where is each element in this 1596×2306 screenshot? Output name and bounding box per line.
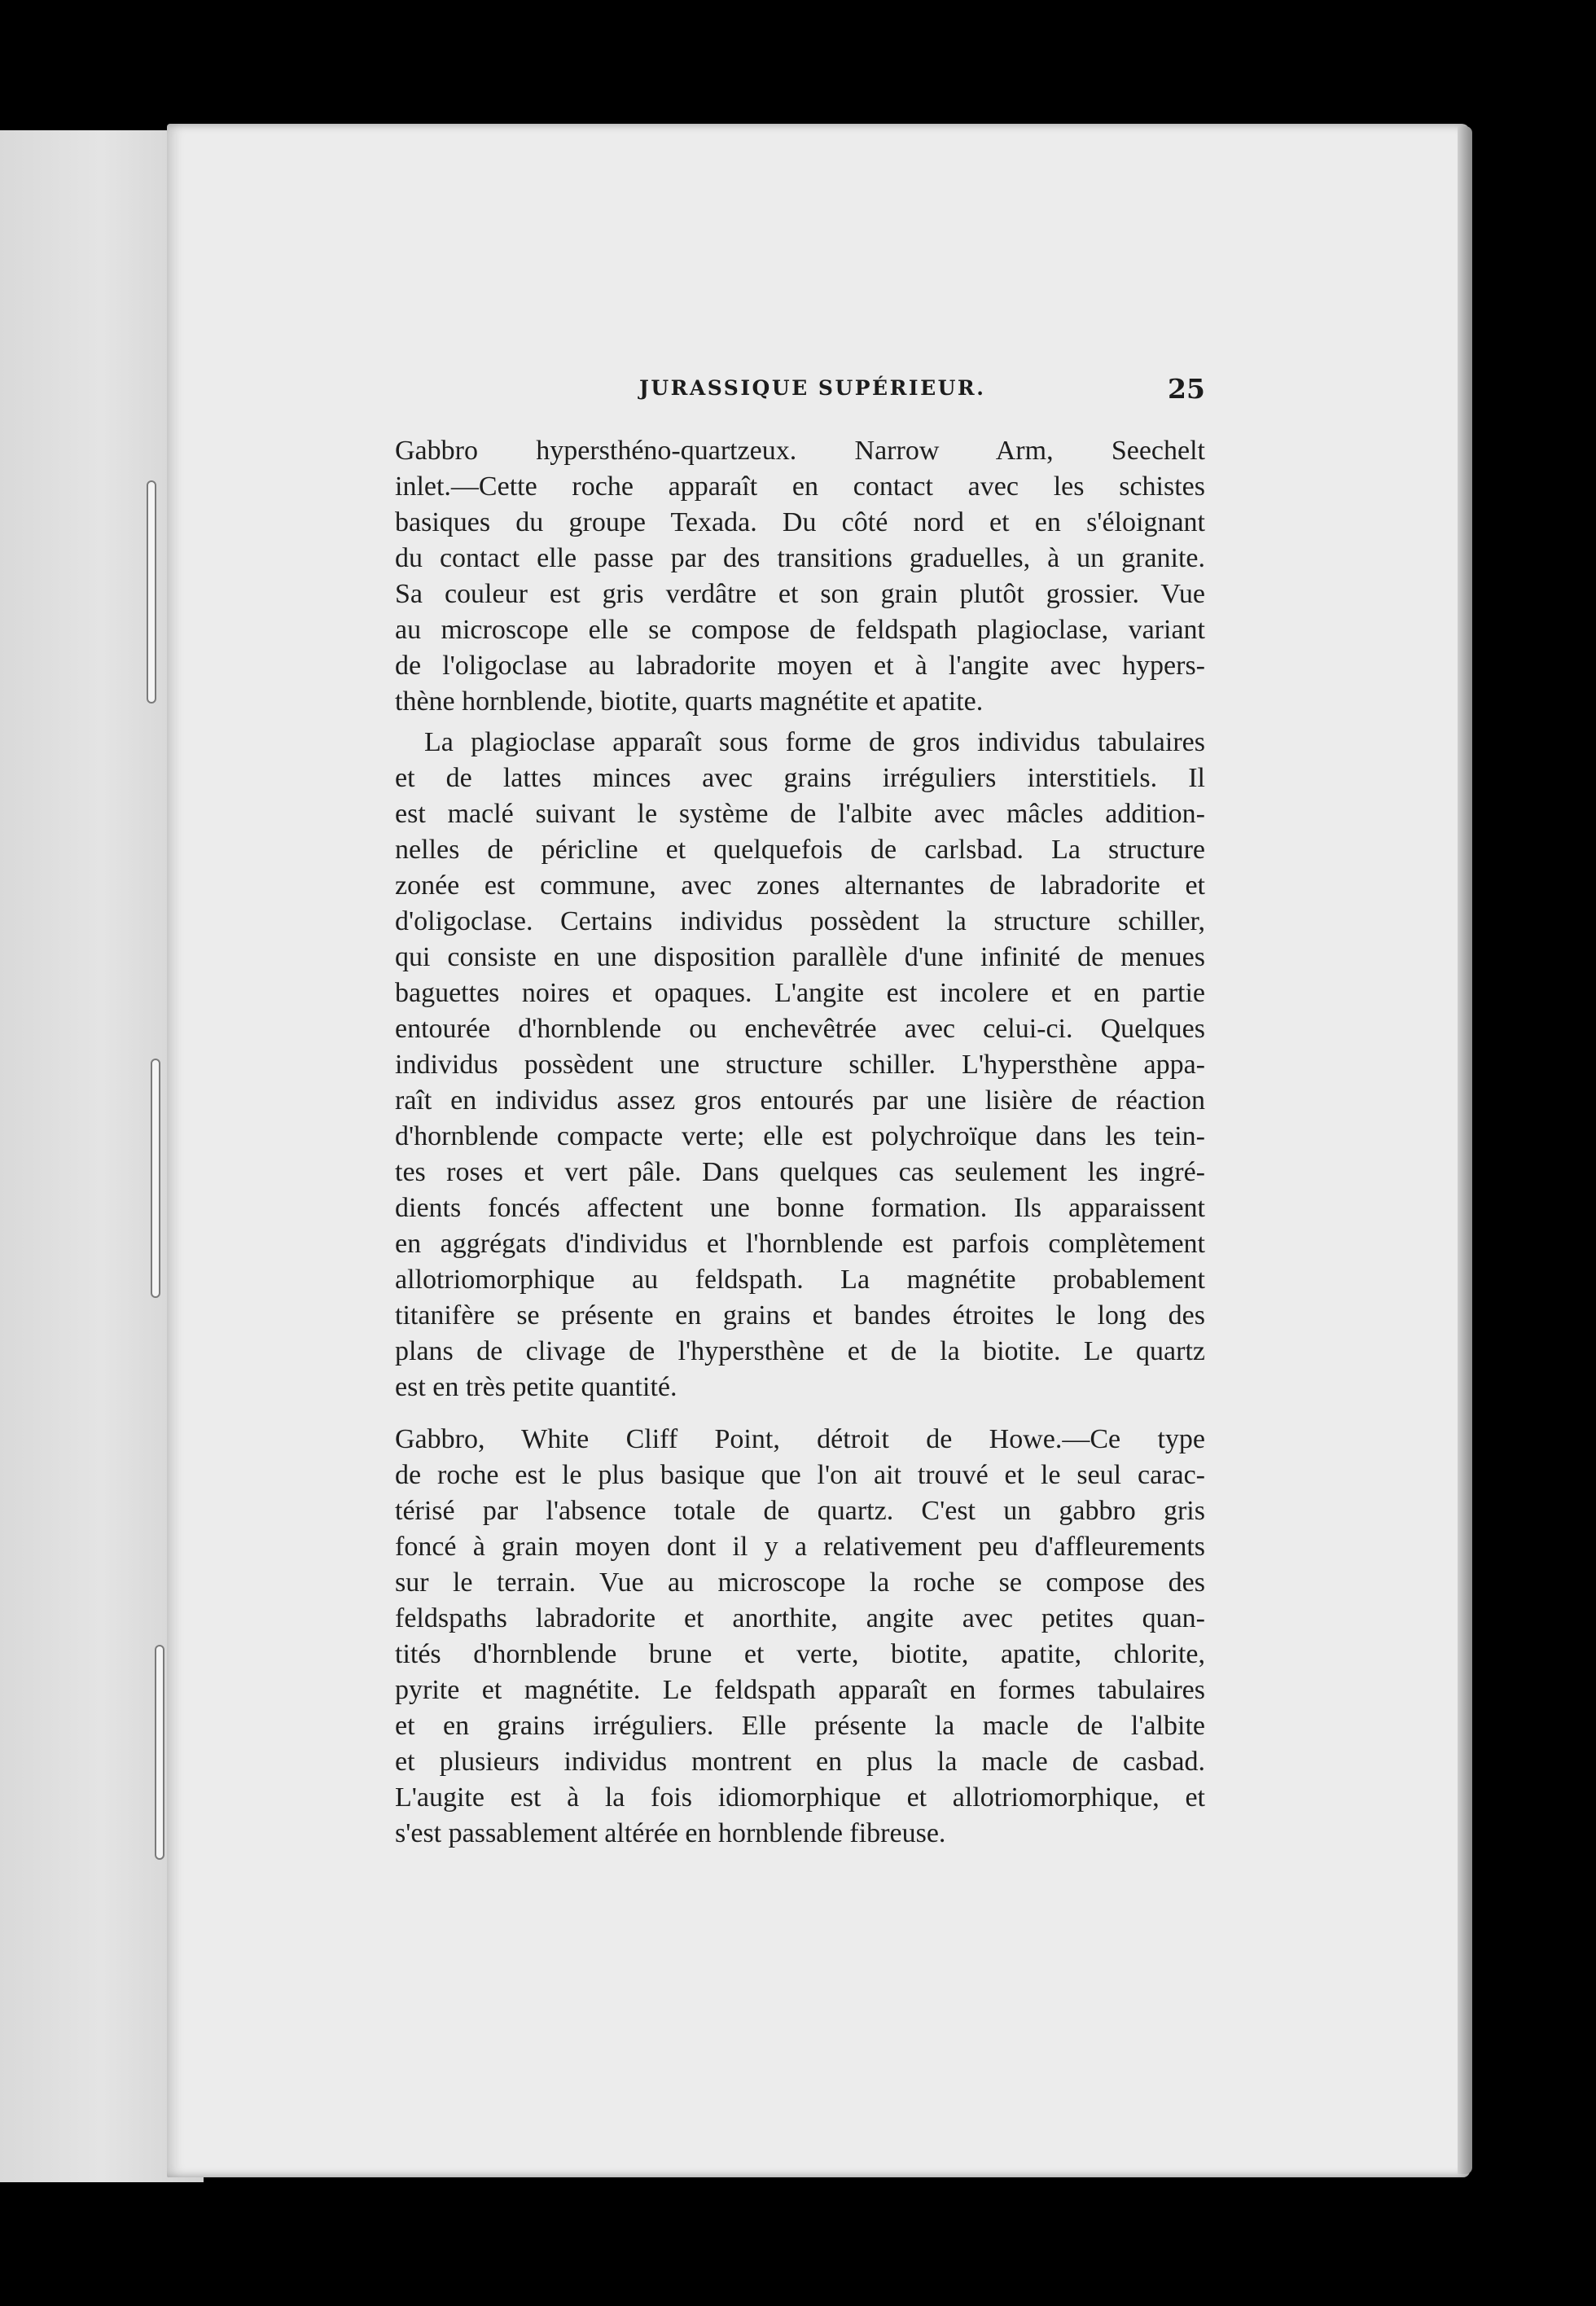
text-line: est en très petite quantité.	[395, 1372, 677, 1402]
text-line: foncé à grain moyen dont il y a relativement peu d'affleurements	[395, 1532, 1205, 1562]
text-line: au microscope elle se compose de feldspath plagioclase, variant	[395, 615, 1205, 645]
text-line: et en grains irréguliers. Elle présente la macle de l'albite	[395, 1711, 1205, 1741]
text-line: dients foncés affectent une bonne formation. Ils apparaissent	[395, 1193, 1205, 1223]
text-line: nelles de péricline et quelquefois de carlsbad. La structure	[395, 835, 1205, 865]
text-line: Gabbro hypersthéno-quartzeux. Narrow Arm, Seechelt	[395, 436, 1205, 466]
text-line: plans de clivage de l'hypersthène et de la biotite. Le quartz	[395, 1336, 1205, 1366]
page-number: 25	[1168, 373, 1205, 405]
text-line: sur le terrain. Vue au microscope la roche se compose des	[395, 1567, 1205, 1598]
binding-thread	[151, 1059, 160, 1298]
running-head: JURASSIQUE SUPÉRIEUR.	[639, 376, 986, 400]
text-line: feldspaths labradorite et anorthite, angite avec petites quan-	[395, 1603, 1205, 1633]
text-line: de roche est le plus basique que l'on ait trouvé et le seul carac-	[395, 1460, 1205, 1490]
text-line: tités d'hornblende brune et verte, biotite, apatite, chlorite,	[395, 1639, 1205, 1669]
text-line: titanifère se présente en grains et bandes étroites le long des	[395, 1300, 1205, 1331]
text-line: allotriomorphique au feldspath. La magnétite probablement	[395, 1265, 1205, 1295]
text-line: pyrite et magnétite. Le feldspath apparaît en formes tabulaires	[395, 1675, 1205, 1705]
paragraph	[395, 725, 1205, 1405]
text-line: zonée est commune, avec zones alternantes de labradorite et	[395, 870, 1205, 901]
text-line: s'est passablement altérée en hornblende fibreuse.	[395, 1818, 946, 1848]
body-text	[395, 433, 1205, 1852]
text-line: Sa couleur est gris verdâtre et son grain plutôt grossier. Vue	[395, 579, 1205, 609]
text-line: est maclé suivant le système de l'albite avec mâcles addition-	[395, 799, 1205, 829]
text-line: et de lattes minces avec grains irréguliers interstitiels. Il	[395, 763, 1205, 793]
text-line: et plusieurs individus montrent en plus la macle de casbad.	[395, 1747, 1205, 1777]
text-line: d'oligoclase. Certains individus possèdent la structure schiller,	[395, 906, 1205, 936]
text-line: individus possèdent une structure schiller. L'hypersthène appa-	[395, 1050, 1205, 1080]
text-line: qui consiste en une disposition parallèle d'une infinité de menues	[395, 942, 1205, 972]
text-line: Gabbro, White Cliff Point, détroit de Howe.—Ce type	[395, 1424, 1205, 1454]
paragraph	[395, 1422, 1205, 1852]
text-line: tes roses et vert pâle. Dans quelques cas seulement les ingré-	[395, 1157, 1205, 1187]
text-line: La plagioclase apparaît sous forme de gros individus tabulaires	[424, 727, 1205, 757]
text-line: raît en individus assez gros entourés par une lisière de réaction	[395, 1085, 1205, 1116]
text-line: basiques du groupe Texada. Du côté nord et en s'éloignant	[395, 507, 1205, 537]
text-line: en aggrégats d'individus et l'hornblende est parfois complètement	[395, 1229, 1205, 1259]
text-line: du contact elle passe par des transitions graduelles, à un granite.	[395, 543, 1205, 573]
text-line: inlet.—Cette roche apparaît en contact avec les schistes	[395, 471, 1205, 502]
paragraph	[395, 433, 1205, 720]
text-line: d'hornblende compacte verte; elle est polychroïque dans les tein-	[395, 1121, 1205, 1151]
text-line: L'augite est à la fois idiomorphique et allotriomorphique, et	[395, 1782, 1205, 1813]
text-line: térisé par l'absence totale de quartz. C'est un gabbro gris	[395, 1496, 1205, 1526]
binding-thread	[147, 480, 156, 704]
text-line: baguettes noires et opaques. L'angite est incolere et en partie	[395, 978, 1205, 1008]
binding-thread	[155, 1645, 164, 1860]
page-edge	[1458, 126, 1472, 2174]
text-line: thène hornblende, biotite, quarts magnétite et apatite.	[395, 686, 984, 717]
text-line: entourée d'hornblende ou enchevêtrée avec celui-ci. Quelques	[395, 1014, 1205, 1044]
text-line: de l'oligoclase au labradorite moyen et à l'angite avec hypers-	[395, 651, 1205, 681]
